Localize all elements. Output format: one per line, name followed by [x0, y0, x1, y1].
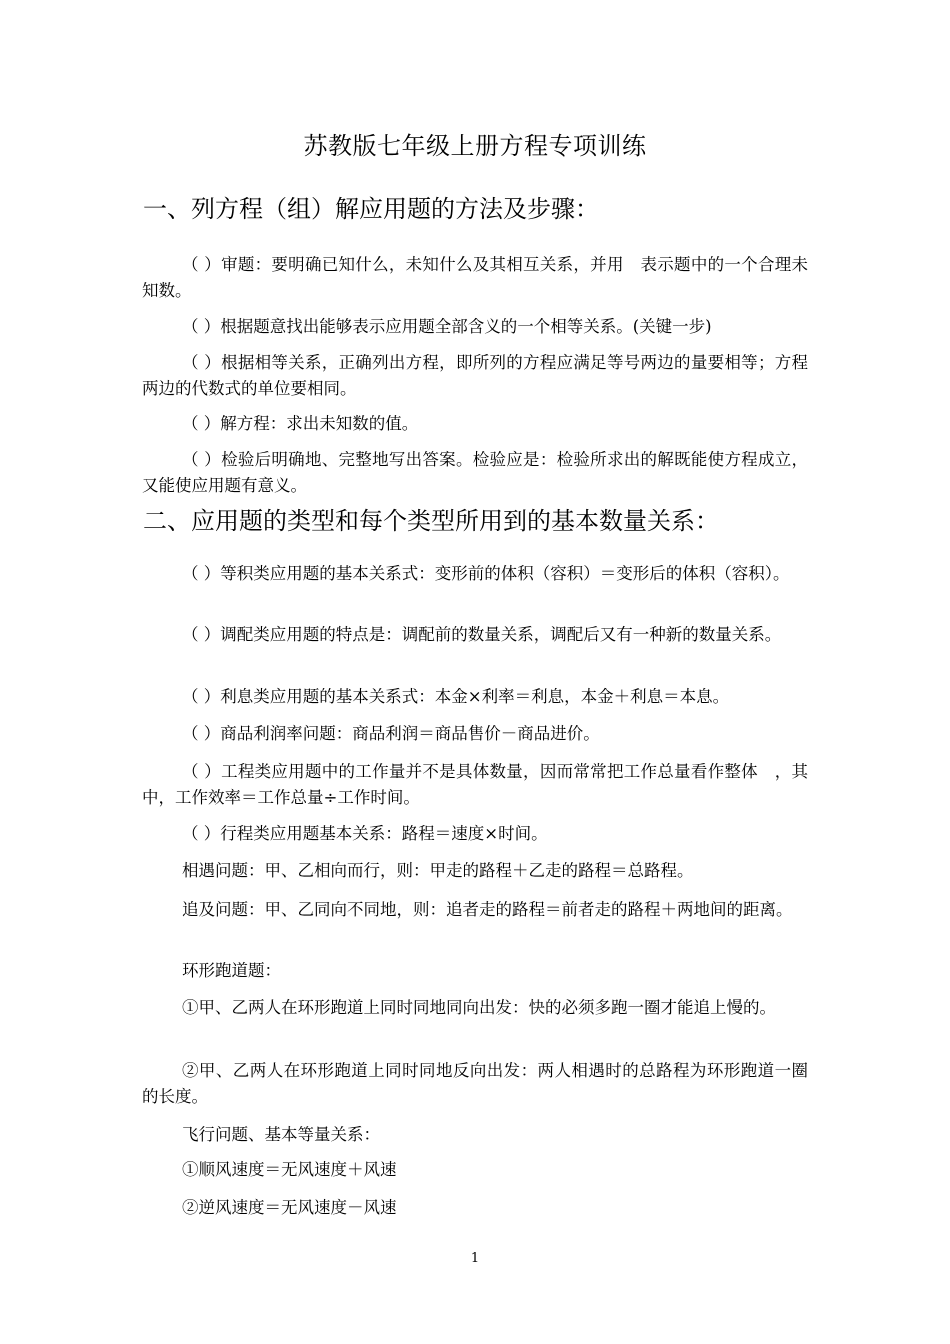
section-1-item-1: （ ）审题：要明确已知什么，未知什么及其相互关系，并用 表示题中的一个合理未知数。 — [142, 255, 808, 300]
section-2-item-1: （ ）等积类应用题的基本关系式：变形前的体积（容积）＝变形后的体积（容积）。 — [182, 564, 790, 583]
section-2-item-7: 相遇问题：甲、乙相向而行，则：甲走的路程＋乙走的路程＝总路程。 — [182, 861, 694, 880]
section-2-item-4: （ ）商品利润率问题：商品利润＝商品售价－商品进价。 — [182, 724, 600, 743]
section-2-item-3: （ ）利息类应用题的基本关系式：本金×利率＝利息，本金＋利息＝本息。 — [182, 687, 730, 706]
section-1-item-5: （ ）检验后明确地、完整地写出答案。检验应是：检验所求出的解既能使方程成立，又能使应用题有意义。 — [142, 450, 808, 495]
section-2-item-11: ②甲、乙两人在环形跑道上同时同地反向出发：两人相遇时的总路程为环形跑道一圈的长度。 — [142, 1061, 808, 1106]
section-2-item-5: （ ）工程类应用题中的工作量并不是具体数量，因而常常把工作总量看作整体 ，其中，工作效率＝工作总量÷工作时间。 — [142, 762, 808, 807]
section-2-item-13: ①顺风速度＝无风速度＋风速 — [182, 1160, 397, 1179]
page-number: 1 — [470, 1251, 480, 1266]
section-2-item-9: 环形跑道题： — [182, 961, 281, 980]
section-2-item-12: 飞行问题、基本等量关系： — [182, 1125, 380, 1144]
section-2-heading: 二、应用题的类型和每个类型所用到的基本数量关系： — [143, 507, 719, 535]
page-title: 苏教版七年级上册方程专项训练 — [303, 132, 647, 160]
section-2-item-14: ②逆风速度＝无风速度－风速 — [182, 1198, 397, 1217]
section-1-item-2: （ ）根据题意找出能够表示应用题全部含义的一个相等关系。(关键一步) — [182, 317, 712, 336]
section-1-item-3: （ ）根据相等关系，正确列出方程，即所列的方程应满足等号两边的量要相等；方程两边的代数式的单位要相同。 — [142, 353, 808, 398]
section-1-heading: 一、列方程（组）解应用题的方法及步骤： — [143, 195, 599, 223]
section-2-item-10: ①甲、乙两人在环形跑道上同时同地同向出发：快的必须多跑一圈才能追上慢的。 — [182, 998, 776, 1017]
section-2-item-2: （ ）调配类应用题的特点是：调配前的数量关系，调配后又有一种新的数量关系。 — [182, 625, 782, 644]
section-2-item-6: （ ）行程类应用题基本关系：路程＝速度×时间。 — [182, 824, 548, 843]
section-1-item-4: （ ）解方程：求出未知数的值。 — [182, 414, 419, 433]
section-2-item-8: 追及问题：甲、乙同向不同地，则：追者走的路程＝前者走的路程＋两地间的距离。 — [182, 900, 793, 919]
